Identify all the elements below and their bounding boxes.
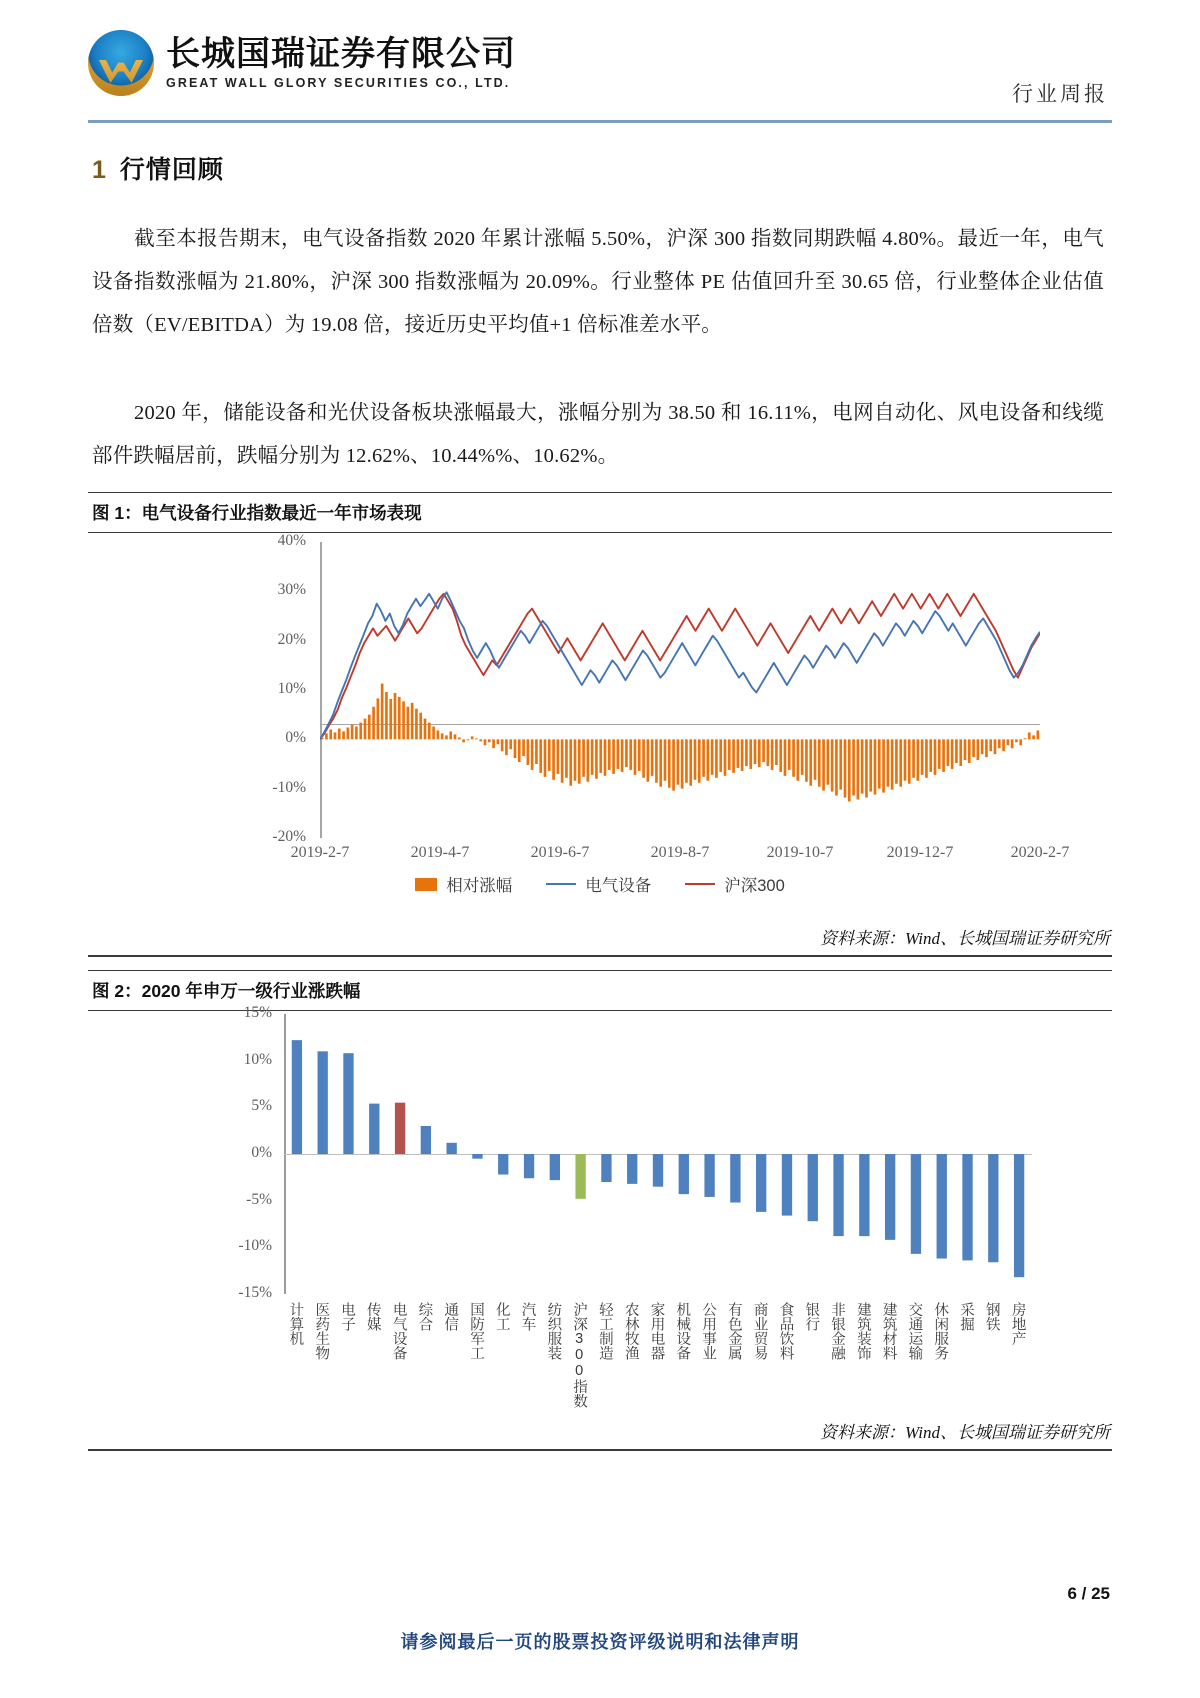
figure1-x-tick: 2019-4-7 [410,844,470,861]
figure2-divider [88,1449,1112,1451]
page-number: 6 / 25 [1067,1584,1110,1603]
figure2-category-label: 房地产 [1009,1302,1026,1346]
figure2-category-label: 医药生物 [313,1302,330,1360]
figure2-category-label: 交通运输 [906,1302,923,1360]
figure2-y-tick: 5% [251,1097,272,1115]
figure2-category-label: 休闲服务 [932,1302,949,1360]
figure1-chart [88,528,1112,918]
legend-item-relative [415,872,512,896]
figure1-source: 资料来源：Wind、长城国瑞证券研究所 [820,929,1110,948]
figure2-y-tick: -10% [238,1237,272,1255]
footer-disclaimer: 请参阅最后一页的股票投资评级说明和法律声明 [400,1632,800,1652]
figure1-x-tick: 2019-6-7 [530,844,590,861]
figure2-category-label: 国防军工 [467,1302,484,1360]
figure2-y-tick: 15% [243,1004,272,1021]
figure2-chart [88,1002,1112,1414]
figure2-category-label: 电气设备 [390,1302,407,1360]
legend-label-relative: 相对涨幅 [446,877,513,895]
figure2-category-label: 传媒 [364,1302,381,1331]
figure2-category-label: 钢铁 [983,1302,1000,1331]
figure2-category-label: 汽车 [519,1302,536,1331]
figure1-legend [88,872,1112,896]
figure2-category-label: 纺织服装 [545,1302,562,1360]
great-wall-globe-logo-icon [88,30,154,96]
figure2-category-label: 公用事业 [700,1302,717,1360]
figure1-x-tick: 2019-8-7 [650,844,710,861]
figure2-category-label: 轻工制造 [596,1302,613,1360]
legend-swatch-relative [415,878,437,891]
header-divider [88,120,1112,123]
figure2-category-label: 银行 [803,1302,820,1331]
figure2-category-label: 商业贸易 [751,1302,768,1360]
figure1-x-tick: 2020-2-7 [1010,844,1070,861]
figure1-y-tick: -10% [272,778,306,796]
legend-swatch-equipment [546,883,576,886]
figure1-y-tick: 0% [285,729,306,747]
section-heading [92,150,224,186]
figure2-y-tick: -5% [246,1190,272,1208]
company-name-en: GREAT WALL GLORY SECURITIES CO., LTD. [166,75,511,90]
figure2-category-label: 沪深300指数 [571,1302,588,1408]
figure2-caption: 图 2：2020 年申万一级行业涨跌幅 [88,970,1112,1011]
paragraph-market-review [92,218,1104,347]
legend-item-equipment [546,872,651,896]
paragraph-2-text: 2020 年，储能设备和光伏设备板块涨幅最大，涨幅分别为 38.50 和 16.11%，电网自动化、风电设备和线缆部件跌幅居前，跌幅分别为 12.62%、10.44%%、10.62%。 [92,402,1104,467]
figure2-category-label: 有色金属 [725,1302,742,1360]
figure2-plot-area [284,1014,1032,1294]
section-title-text: 行情回顾 [119,156,224,184]
figure1-plot-area [320,542,1040,838]
company-name-cn: 长城国瑞证券有限公司 [166,35,516,74]
figure1-caption: 图 1：电气设备行业指数最近一年市场表现 [88,492,1112,533]
figure2-category-label: 家用电器 [648,1302,665,1360]
figure2-y-tick: -15% [238,1284,272,1301]
figure1-x-tick: 2019-2-7 [290,844,350,861]
figure2-category-label: 建筑装饰 [854,1302,871,1360]
figure2-category-label: 通信 [442,1302,459,1331]
figure2-category-label: 综合 [416,1302,433,1331]
figure2-y-tick: 10% [243,1050,272,1068]
figure1-y-tick: 10% [277,680,306,697]
figure2-category-label: 建筑材料 [880,1302,897,1360]
figure1-y-tick: 30% [277,581,306,599]
legend-item-csi300 [685,872,785,896]
figure2-category-label: 食品饮料 [777,1302,794,1360]
company-logo [88,30,516,96]
figure2-category-label: 计算机 [287,1302,304,1346]
figure1-x-tick: 2019-12-7 [886,844,954,861]
legend-label-csi300: 沪深300 [724,877,785,895]
legend-label-equipment: 电气设备 [585,877,652,895]
legend-swatch-csi300 [685,883,715,886]
paragraph-1-text: 截至本报告期末，电气设备指数 2020 年累计涨幅 5.50%，沪深 300 指数同期跌幅 4.80%。最近一年，电气设备指数涨幅为 21.80%，沪深 300 指数涨幅为 20.09%。行业整体 PE 估值回升至 30.65 倍，行业整体企业估值倍数（EV/EBITDA）为 19.08 倍，接近历史平均值+1 倍标准差水平。 [92,228,1104,336]
figure1-y-tick: -20% [272,828,306,845]
logo-text [166,36,516,90]
figure2-category-label: 电子 [338,1302,355,1331]
figure2-category-label: 化工 [493,1302,510,1331]
figure1-x-tick: 2019-10-7 [766,844,834,861]
figure2-source: 资料来源：Wind、长城国瑞证券研究所 [820,1423,1110,1442]
figure2-category-label: 机械设备 [674,1302,691,1360]
figure1-y-tick: 40% [277,532,306,549]
figure2-category-label: 采掘 [958,1302,975,1331]
page-header [88,26,1112,118]
figure1-y-tick: 20% [277,630,306,648]
paragraph-sector-performance [92,392,1104,478]
section-number: 1 [92,156,107,184]
document-type-label: 行业周报 [1012,82,1108,106]
figure2-category-label: 农林牧渔 [622,1302,639,1360]
figure2-category-label: 非银金融 [829,1302,846,1360]
figure2-y-tick: 0% [251,1144,272,1161]
figure1-divider [88,955,1112,957]
